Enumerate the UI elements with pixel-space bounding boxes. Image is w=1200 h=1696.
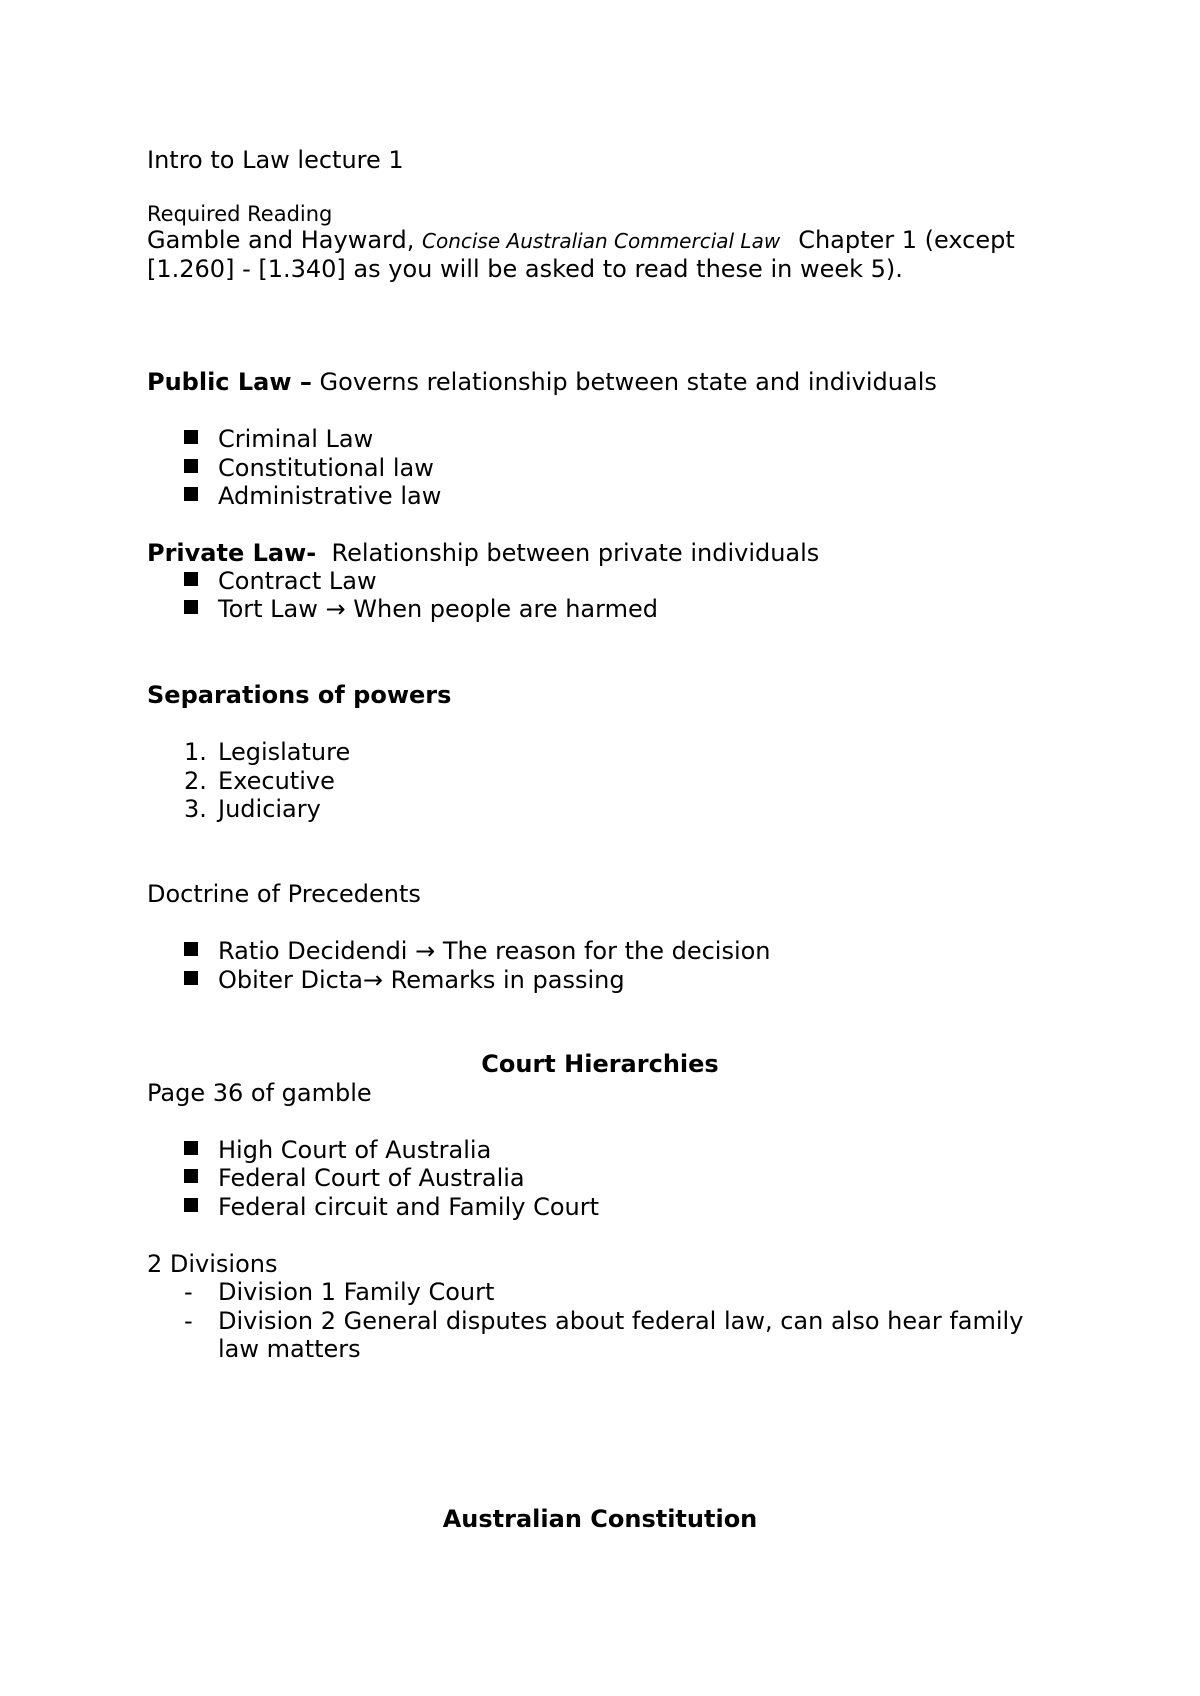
list-item: Contract Law bbox=[184, 569, 377, 593]
reading-reference-line-1 bbox=[147, 228, 1015, 252]
public-law-heading bbox=[147, 370, 937, 394]
square-bullet-icon bbox=[184, 487, 198, 501]
court-page-reference: Page 36 of gamble bbox=[147, 1079, 372, 1107]
list-item: Criminal Law bbox=[184, 427, 373, 451]
divisions-heading: 2 Divisions bbox=[147, 1250, 278, 1278]
list-item: Administrative law bbox=[184, 484, 441, 508]
square-bullet-icon bbox=[184, 1169, 198, 1183]
dash-item: - Division 1 Family Court bbox=[184, 1278, 495, 1306]
numbered-item: 2. Executive bbox=[184, 767, 335, 795]
square-bullet-icon bbox=[184, 600, 198, 614]
reading-book-title: Concise Australian Commercial Law bbox=[422, 229, 781, 253]
public-law-description: Governs relationship between state and individuals bbox=[311, 368, 937, 396]
list-item: Obiter Dicta→ Remarks in passing bbox=[184, 968, 625, 992]
list-item: Tort Law → When people are harmed bbox=[184, 597, 658, 621]
separation-heading: Separations of powers bbox=[147, 681, 452, 709]
required-reading-heading: Required Reading bbox=[147, 202, 333, 226]
dash-item: - Division 2 General disputes about federal law, can also hear family bbox=[184, 1307, 1024, 1335]
square-bullet-icon bbox=[184, 430, 198, 444]
private-law-description: Relationship between private individuals bbox=[316, 539, 820, 567]
public-law-label: Public Law – bbox=[147, 368, 312, 396]
square-bullet-icon bbox=[184, 1198, 198, 1212]
list-item: Federal circuit and Family Court bbox=[184, 1195, 599, 1219]
list-item: Ratio Decidendi → The reason for the decision bbox=[184, 939, 771, 963]
list-item: High Court of Australia bbox=[184, 1138, 491, 1162]
reading-reference-line-2: [1.260] - [1.340] as you will be asked to read these in week 5). bbox=[147, 255, 903, 283]
reading-chapter: Chapter 1 (except bbox=[798, 226, 1015, 254]
court-hierarchies-heading: Court Hierarchies bbox=[481, 1050, 719, 1078]
private-law-label: Private Law- bbox=[147, 539, 317, 567]
numbered-item: 1. Legislature bbox=[184, 738, 351, 766]
document-title: Intro to Law lecture 1 bbox=[147, 146, 404, 174]
reading-authors: Gamble and Hayward, bbox=[147, 226, 422, 254]
private-law-heading bbox=[147, 541, 819, 565]
list-item: Federal Court of Australia bbox=[184, 1166, 525, 1190]
square-bullet-icon bbox=[184, 572, 198, 586]
square-bullet-icon bbox=[184, 1141, 198, 1155]
square-bullet-icon bbox=[184, 459, 198, 473]
dash-item-continuation: law matters bbox=[218, 1335, 361, 1363]
constitution-heading: Australian Constitution bbox=[442, 1505, 758, 1533]
square-bullet-icon bbox=[184, 942, 198, 956]
precedents-heading: Doctrine of Precedents bbox=[147, 880, 421, 908]
square-bullet-icon bbox=[184, 971, 198, 985]
numbered-item: 3. Judiciary bbox=[184, 795, 321, 823]
list-item: Constitutional law bbox=[184, 456, 434, 480]
